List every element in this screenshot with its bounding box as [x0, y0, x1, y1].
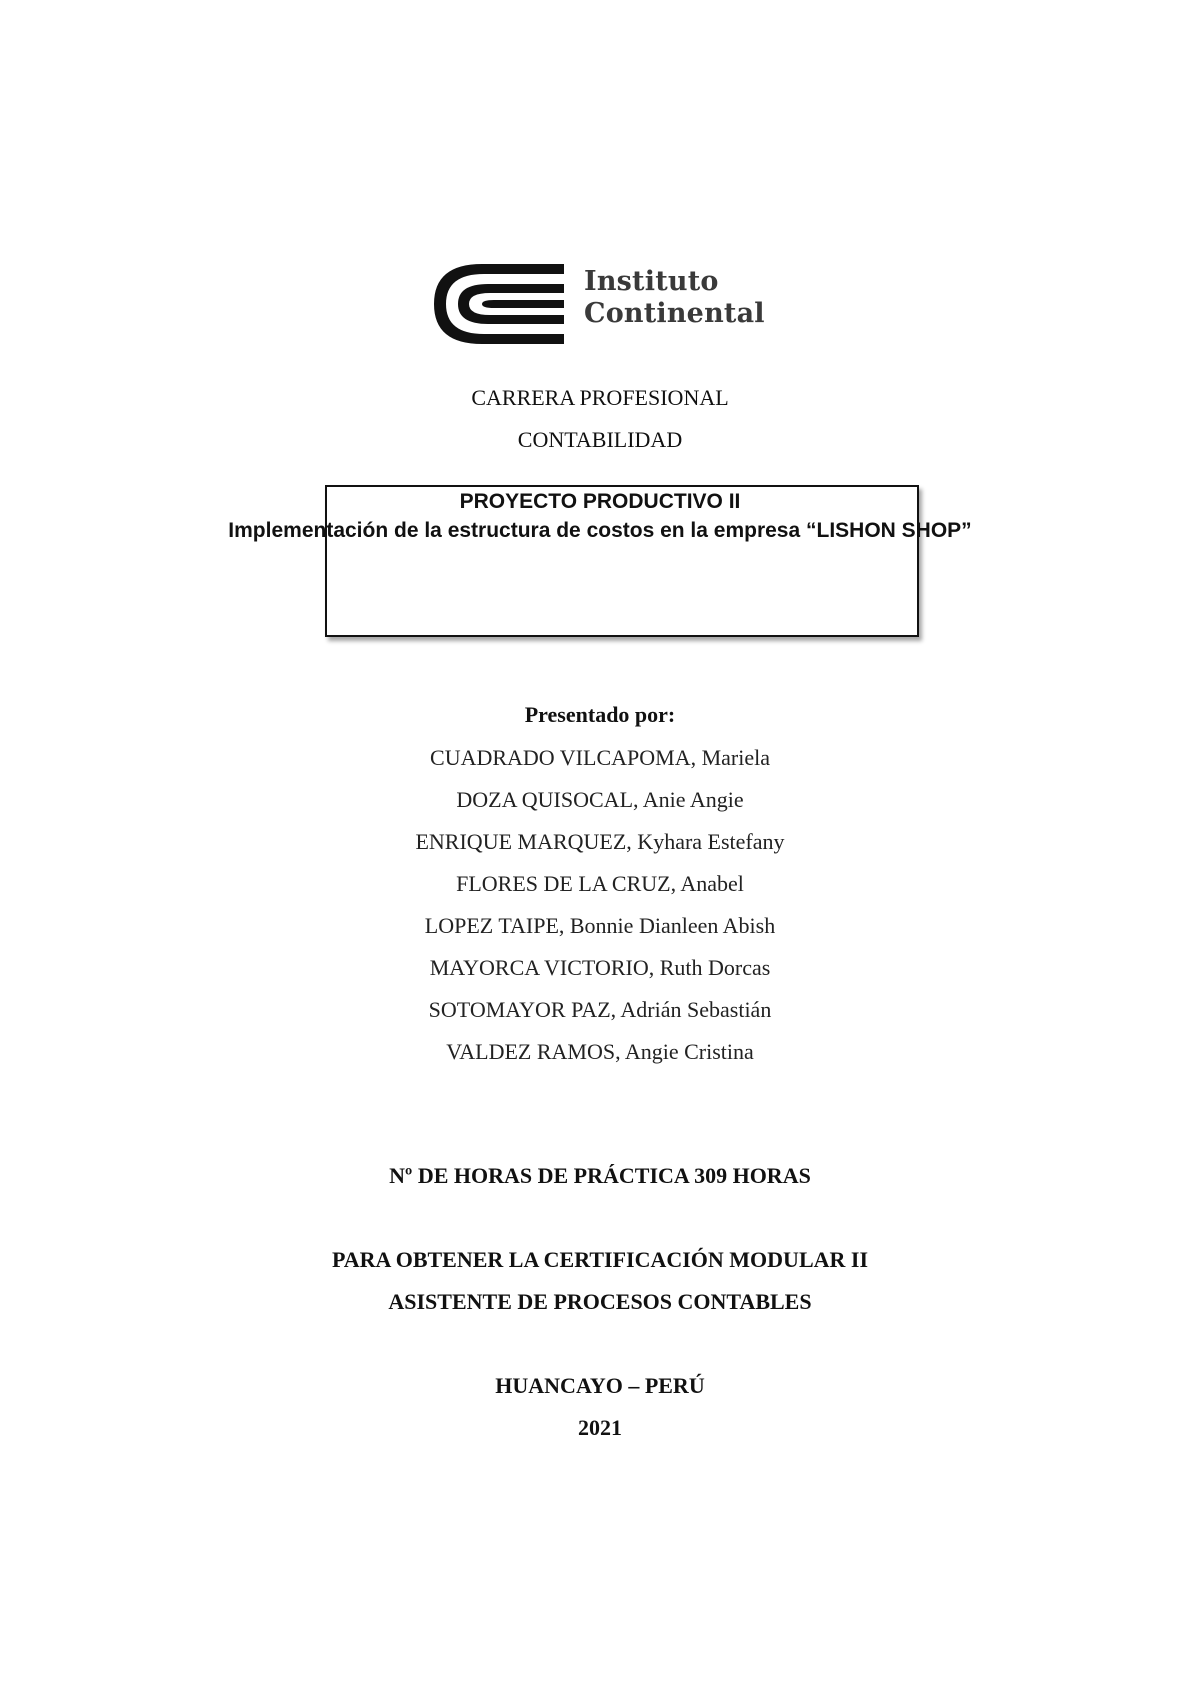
- certification-line-2: ASISTENTE DE PROCESOS CONTABLES: [388, 1289, 812, 1314]
- author-item: FLORES DE LA CRUZ, Anabel: [456, 871, 744, 896]
- author-item: DOZA QUISOCAL, Anie Angie: [456, 787, 744, 812]
- institute-continental-logo-icon: [432, 262, 566, 346]
- project-title: PROYECTO PRODUCTIVO II: [459, 490, 741, 513]
- author-item: CUADRADO VILCAPOMA, Mariela: [430, 745, 770, 770]
- logo-wordmark: [584, 266, 765, 330]
- author-item: LOPEZ TAIPE, Bonnie Dianleen Abish: [424, 913, 776, 938]
- project-subtitle: Implementación de la estructura de costos en la empresa “LISHON SHOP”: [228, 519, 972, 542]
- presented-by-label: Presentado por:: [524, 702, 676, 727]
- institute-logo: [432, 262, 792, 346]
- place: HUANCAYO – PERÚ: [495, 1373, 705, 1398]
- author-item: VALDEZ RAMOS, Angie Cristina: [446, 1039, 754, 1064]
- certification-line-1: PARA OBTENER LA CERTIFICACIÓN MODULAR II: [331, 1247, 869, 1272]
- author-item: MAYORCA VICTORIO, Ruth Dorcas: [429, 955, 771, 980]
- logo-line-1: Instituto: [584, 266, 719, 297]
- career-name: CONTABILIDAD: [517, 427, 683, 452]
- practice-hours: Nº DE HORAS DE PRÁCTICA 309 HORAS: [389, 1163, 811, 1188]
- authors-list: [0, 737, 1200, 1073]
- author-item: SOTOMAYOR PAZ, Adrián Sebastián: [428, 997, 772, 1022]
- year: 2021: [578, 1415, 622, 1440]
- career-label: CARRERA PROFESIONAL: [471, 385, 729, 410]
- author-item: ENRIQUE MARQUEZ, Kyhara Estefany: [415, 829, 785, 854]
- logo-line-2: Continental: [584, 298, 765, 329]
